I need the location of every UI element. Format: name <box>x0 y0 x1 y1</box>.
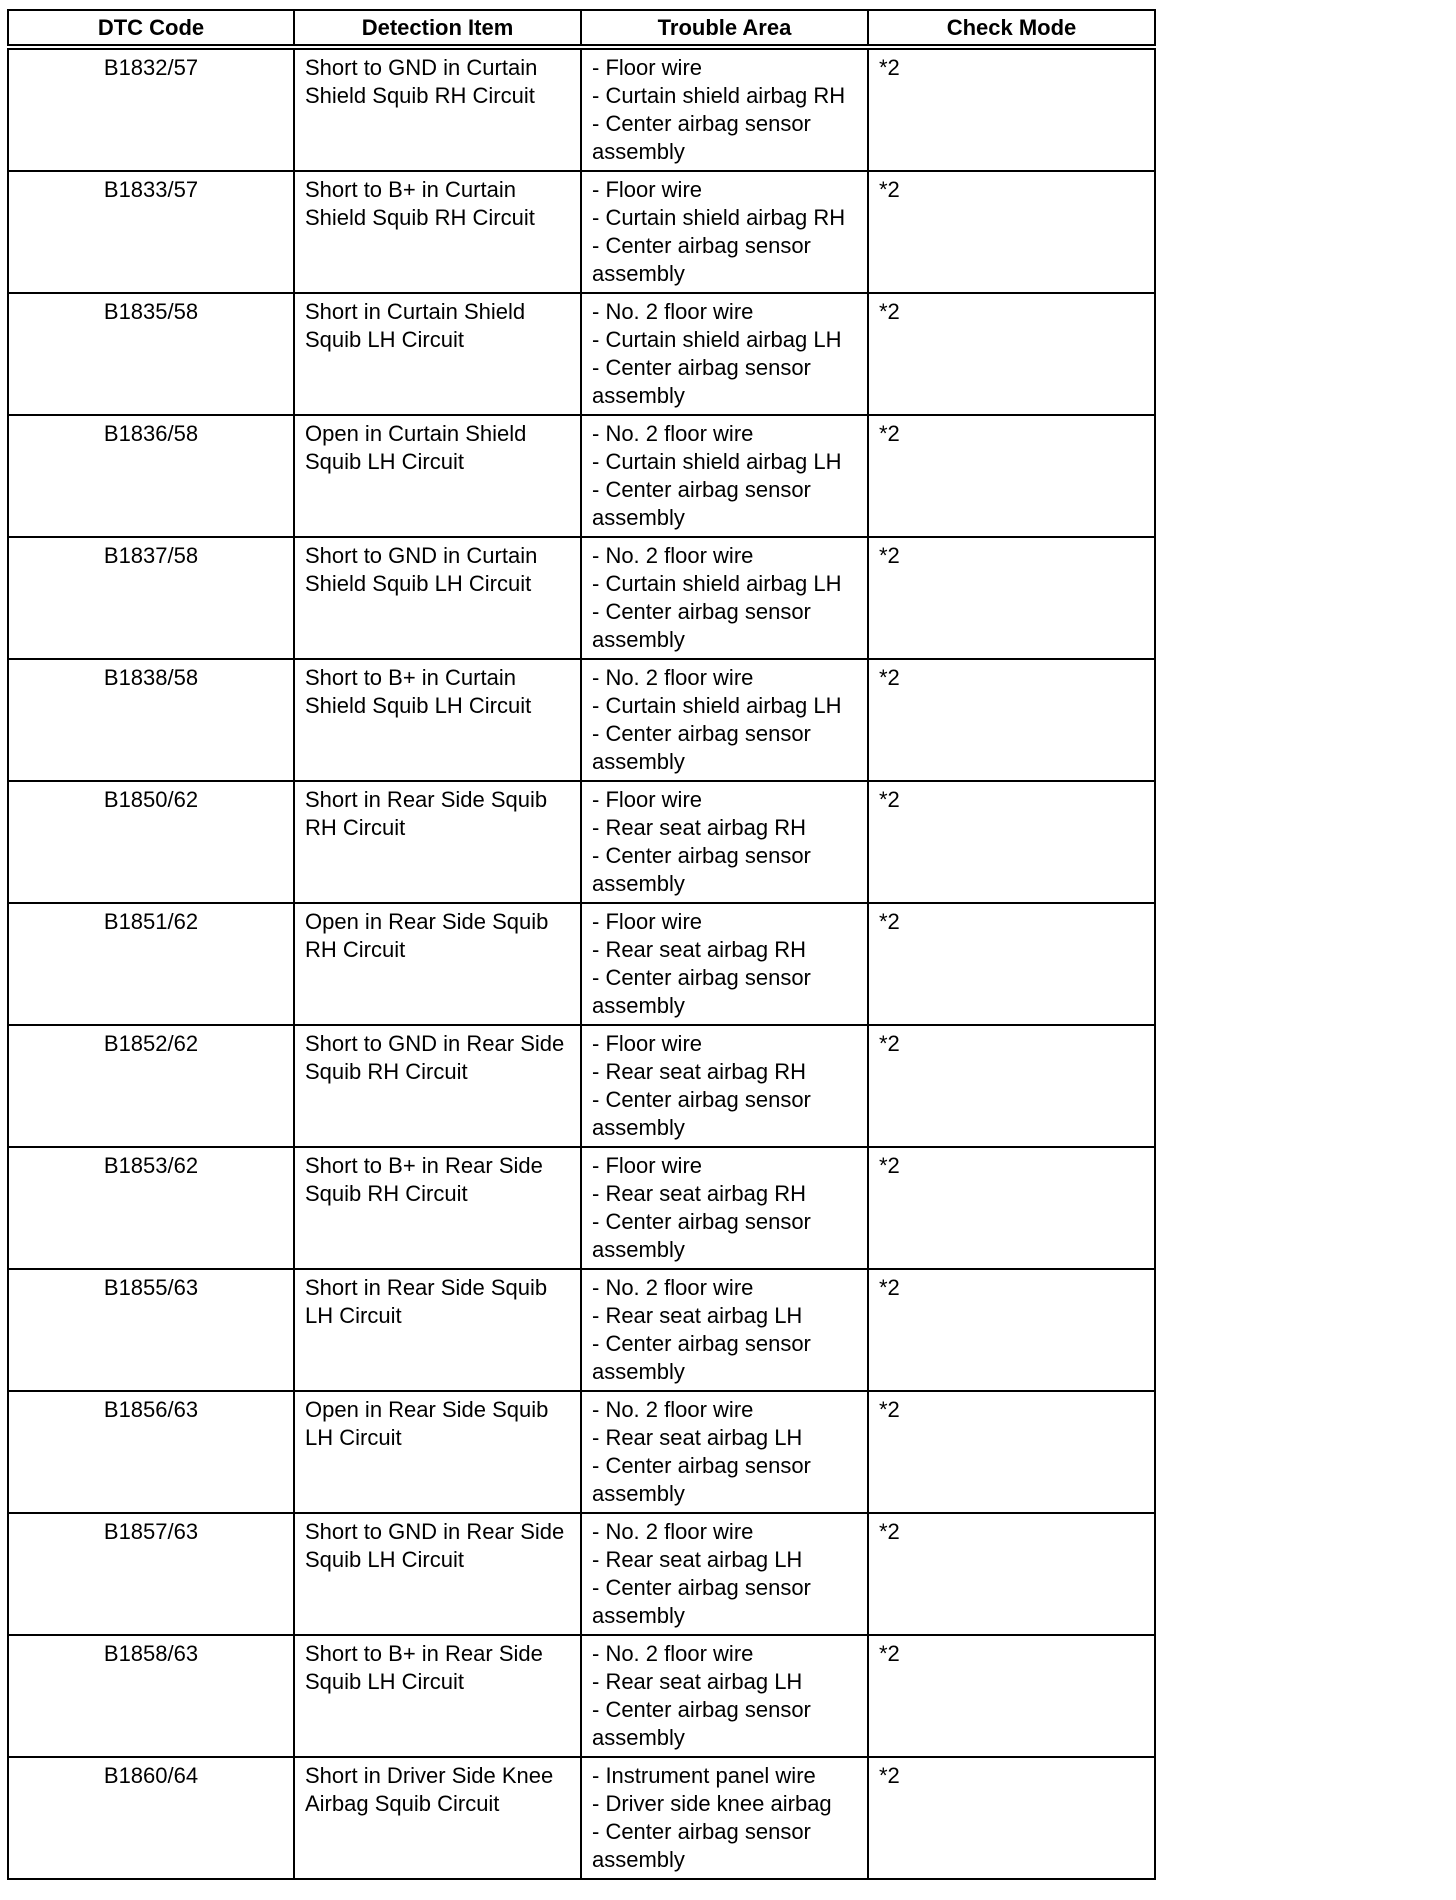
trouble-area-line: - Center airbag sensor <box>592 233 811 258</box>
table-row <box>8 659 1155 781</box>
dtc-code-cell: B1855/63 <box>8 1269 294 1391</box>
trouble-area-line: - Floor wire <box>592 177 703 202</box>
detection-item-cell <box>294 1635 581 1757</box>
trouble-area-line: - No. 2 floor wire <box>592 1519 754 1544</box>
trouble-area-line: - Center airbag sensor <box>592 1575 811 1600</box>
trouble-area-line: - Rear seat airbag RH <box>592 815 806 840</box>
table-row <box>8 1147 1155 1269</box>
trouble-area-cell <box>581 415 868 537</box>
trouble-area-line: - Center airbag sensor <box>592 477 811 502</box>
header-trouble-area: Trouble Area <box>581 10 868 47</box>
detection-item-line: RH Circuit <box>305 815 406 840</box>
check-mode-cell: *2 <box>868 781 1155 903</box>
header-dtc-code: DTC Code <box>8 10 294 47</box>
check-mode-cell: *2 <box>868 1757 1155 1879</box>
trouble-area-line: - Center airbag sensor <box>592 965 811 990</box>
table-row <box>8 1635 1155 1757</box>
detection-item-cell <box>294 171 581 293</box>
trouble-area-line: assembly <box>592 1481 685 1506</box>
table-row <box>8 171 1155 293</box>
header-detection-item: Detection Item <box>294 10 581 47</box>
detection-item-line: Short to B+ in Rear Side <box>305 1153 543 1178</box>
detection-item-cell <box>294 1147 581 1269</box>
detection-item-cell <box>294 1025 581 1147</box>
trouble-area-line: - No. 2 floor wire <box>592 1397 754 1422</box>
trouble-area-line: - No. 2 floor wire <box>592 543 754 568</box>
check-mode-cell: *2 <box>868 903 1155 1025</box>
detection-item-line: Short to B+ in Rear Side <box>305 1641 543 1666</box>
detection-item-line: Short to B+ in Curtain <box>305 177 516 202</box>
trouble-area-cell <box>581 1025 868 1147</box>
check-mode-cell: *2 <box>868 171 1155 293</box>
trouble-area-cell <box>581 1635 868 1757</box>
trouble-area-line: - Driver side knee airbag <box>592 1791 832 1816</box>
detection-item-line: Squib LH Circuit <box>305 1547 464 1572</box>
dtc-code-cell: B1860/64 <box>8 1757 294 1879</box>
dtc-code-cell: B1833/57 <box>8 171 294 293</box>
trouble-area-line: - No. 2 floor wire <box>592 421 754 446</box>
detection-item-cell <box>294 1757 581 1879</box>
trouble-area-line: - Center airbag sensor <box>592 355 811 380</box>
dtc-code-cell: B1857/63 <box>8 1513 294 1635</box>
dtc-code-cell: B1832/57 <box>8 47 294 171</box>
detection-item-line: Short in Rear Side Squib <box>305 1275 548 1300</box>
check-mode-cell: *2 <box>868 1635 1155 1757</box>
detection-item-line: Short in Rear Side Squib <box>305 787 548 812</box>
table-row <box>8 1269 1155 1391</box>
trouble-area-line: assembly <box>592 1725 685 1750</box>
trouble-area-line: - Center airbag sensor <box>592 843 811 868</box>
check-mode-cell: *2 <box>868 1147 1155 1269</box>
detection-item-line: Squib RH Circuit <box>305 1059 468 1084</box>
dtc-code-cell: B1835/58 <box>8 293 294 415</box>
detection-item-line: Squib LH Circuit <box>305 1669 464 1694</box>
trouble-area-cell <box>581 293 868 415</box>
trouble-area-line: assembly <box>592 1237 685 1262</box>
trouble-area-line: assembly <box>592 627 685 652</box>
dtc-code-cell: B1856/63 <box>8 1391 294 1513</box>
dtc-table <box>7 9 1156 1880</box>
detection-item-line: Squib RH Circuit <box>305 1181 468 1206</box>
trouble-area-cell <box>581 1391 868 1513</box>
trouble-area-line: assembly <box>592 1115 685 1140</box>
trouble-area-cell <box>581 537 868 659</box>
trouble-area-cell <box>581 171 868 293</box>
trouble-area-line: - No. 2 floor wire <box>592 665 754 690</box>
trouble-area-line: - Curtain shield airbag RH <box>592 83 846 108</box>
table-row <box>8 1513 1155 1635</box>
trouble-area-line: assembly <box>592 505 685 530</box>
detection-item-cell <box>294 903 581 1025</box>
trouble-area-line: - Center airbag sensor <box>592 1331 811 1356</box>
header-check-mode: Check Mode <box>868 10 1155 47</box>
detection-item-line: Airbag Squib Circuit <box>305 1791 500 1816</box>
detection-item-cell <box>294 537 581 659</box>
check-mode-cell: *2 <box>868 537 1155 659</box>
trouble-area-line: - Center airbag sensor <box>592 1697 811 1722</box>
trouble-area-line: - Curtain shield airbag LH <box>592 693 842 718</box>
trouble-area-line: assembly <box>592 1359 685 1384</box>
trouble-area-line: - Rear seat airbag RH <box>592 1059 806 1084</box>
trouble-area-line: - Center airbag sensor <box>592 1087 811 1112</box>
detection-item-line: Short to GND in Curtain <box>305 55 538 80</box>
trouble-area-line: - Floor wire <box>592 787 703 812</box>
trouble-area-cell <box>581 1757 868 1879</box>
trouble-area-line: assembly <box>592 993 685 1018</box>
detection-item-line: RH Circuit <box>305 937 406 962</box>
trouble-area-line: - Rear seat airbag LH <box>592 1425 803 1450</box>
detection-item-line: Open in Curtain Shield <box>305 421 527 446</box>
trouble-area-line: - Curtain shield airbag LH <box>592 327 842 352</box>
table-row <box>8 903 1155 1025</box>
detection-item-line: Short in Curtain Shield <box>305 299 526 324</box>
trouble-area-line: - Rear seat airbag LH <box>592 1547 803 1572</box>
check-mode-cell: *2 <box>868 1391 1155 1513</box>
dtc-code-cell: B1851/62 <box>8 903 294 1025</box>
dtc-code-cell: B1852/62 <box>8 1025 294 1147</box>
trouble-area-line: - Instrument panel wire <box>592 1763 816 1788</box>
trouble-area-cell <box>581 1513 868 1635</box>
trouble-area-line: - Rear seat airbag LH <box>592 1669 803 1694</box>
detection-item-line: Open in Rear Side Squib <box>305 1397 549 1422</box>
trouble-area-line: - No. 2 floor wire <box>592 1275 754 1300</box>
table-row <box>8 293 1155 415</box>
detection-item-line: Shield Squib LH Circuit <box>305 693 532 718</box>
table-row <box>8 537 1155 659</box>
table-header-row <box>8 10 1155 47</box>
detection-item-line: LH Circuit <box>305 1303 402 1328</box>
trouble-area-line: - Rear seat airbag RH <box>592 1181 806 1206</box>
trouble-area-cell <box>581 1147 868 1269</box>
trouble-area-line: - No. 2 floor wire <box>592 1641 754 1666</box>
table-row <box>8 415 1155 537</box>
table-row <box>8 47 1155 171</box>
trouble-area-line: assembly <box>592 1603 685 1628</box>
table-row <box>8 1391 1155 1513</box>
table-row <box>8 1757 1155 1879</box>
detection-item-line: Short to B+ in Curtain <box>305 665 516 690</box>
check-mode-cell: *2 <box>868 293 1155 415</box>
dtc-code-cell: B1853/62 <box>8 1147 294 1269</box>
trouble-area-line: - Rear seat airbag LH <box>592 1303 803 1328</box>
detection-item-cell <box>294 659 581 781</box>
trouble-area-line: - No. 2 floor wire <box>592 299 754 324</box>
trouble-area-line: - Curtain shield airbag RH <box>592 205 846 230</box>
detection-item-line: Open in Rear Side Squib <box>305 909 549 934</box>
trouble-area-line: assembly <box>592 1847 685 1872</box>
trouble-area-line: assembly <box>592 749 685 774</box>
trouble-area-line: - Center airbag sensor <box>592 1819 811 1844</box>
detection-item-line: Shield Squib RH Circuit <box>305 83 535 108</box>
check-mode-cell: *2 <box>868 659 1155 781</box>
trouble-area-line: - Floor wire <box>592 909 703 934</box>
trouble-area-line: - Curtain shield airbag LH <box>592 571 842 596</box>
trouble-area-line: assembly <box>592 383 685 408</box>
table-body <box>8 47 1155 1879</box>
check-mode-cell: *2 <box>868 415 1155 537</box>
trouble-area-line: - Floor wire <box>592 1031 703 1056</box>
trouble-area-line: - Floor wire <box>592 1153 703 1178</box>
detection-item-cell <box>294 1269 581 1391</box>
detection-item-cell <box>294 415 581 537</box>
dtc-code-cell: B1837/58 <box>8 537 294 659</box>
check-mode-cell: *2 <box>868 1025 1155 1147</box>
detection-item-cell <box>294 781 581 903</box>
detection-item-line: Short to GND in Curtain <box>305 543 538 568</box>
trouble-area-line: - Floor wire <box>592 55 703 80</box>
check-mode-cell: *2 <box>868 1513 1155 1635</box>
detection-item-cell <box>294 1513 581 1635</box>
trouble-area-cell <box>581 47 868 171</box>
trouble-area-cell <box>581 659 868 781</box>
table-row <box>8 1025 1155 1147</box>
table-row <box>8 781 1155 903</box>
detection-item-line: Squib LH Circuit <box>305 449 464 474</box>
detection-item-line: Short to GND in Rear Side <box>305 1519 565 1544</box>
detection-item-line: Short in Driver Side Knee <box>305 1763 554 1788</box>
trouble-area-cell <box>581 781 868 903</box>
dtc-code-cell: B1850/62 <box>8 781 294 903</box>
detection-item-line: Shield Squib LH Circuit <box>305 571 532 596</box>
trouble-area-line: - Center airbag sensor <box>592 1453 811 1478</box>
check-mode-cell: *2 <box>868 47 1155 171</box>
trouble-area-line: assembly <box>592 139 685 164</box>
detection-item-line: Short to GND in Rear Side <box>305 1031 565 1056</box>
detection-item-cell <box>294 1391 581 1513</box>
detection-item-cell <box>294 293 581 415</box>
trouble-area-line: - Center airbag sensor <box>592 1209 811 1234</box>
trouble-area-line: - Rear seat airbag RH <box>592 937 806 962</box>
trouble-area-line: - Center airbag sensor <box>592 111 811 136</box>
dtc-code-cell: B1838/58 <box>8 659 294 781</box>
detection-item-line: LH Circuit <box>305 1425 402 1450</box>
check-mode-cell: *2 <box>868 1269 1155 1391</box>
trouble-area-line: - Curtain shield airbag LH <box>592 449 842 474</box>
trouble-area-cell <box>581 903 868 1025</box>
trouble-area-line: - Center airbag sensor <box>592 599 811 624</box>
trouble-area-line: - Center airbag sensor <box>592 721 811 746</box>
dtc-code-cell: B1858/63 <box>8 1635 294 1757</box>
detection-item-line: Squib LH Circuit <box>305 327 464 352</box>
trouble-area-line: assembly <box>592 871 685 896</box>
detection-item-line: Shield Squib RH Circuit <box>305 205 535 230</box>
trouble-area-line: assembly <box>592 261 685 286</box>
detection-item-cell <box>294 47 581 171</box>
dtc-code-cell: B1836/58 <box>8 415 294 537</box>
trouble-area-cell <box>581 1269 868 1391</box>
